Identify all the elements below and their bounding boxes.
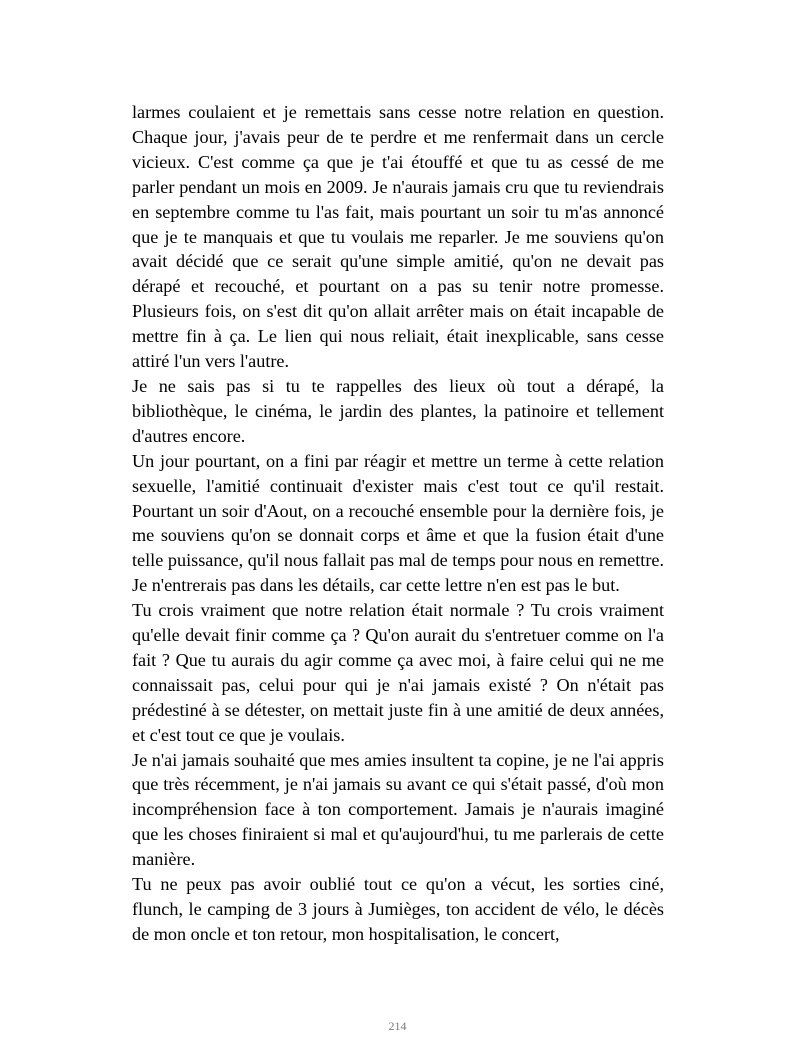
paragraph-4: Tu crois vraiment que notre relation était normale ? Tu crois vraiment qu'elle devait finir comme ça ? Qu'on aurait du s'entretuer comme on l'a fait ? Que tu aurais du agir comme ça avec moi, à faire celui qui ne me connaissait pas, celui pour qui je n'ai jamais existé ? On n'était pas prédestiné à se détester, on mettait juste fin à une amitié de deux années, et c'est tout ce que je voulais. bbox=[132, 600, 664, 745]
paragraph-3: Un jour pourtant, on a fini par réagir et mettre un terme à cette relation sexuelle, l'amitié continuait d'exister mais c'est tout ce qu'il restait. Pourtant un soir d'Aout, on a recouché ensemble pour la dernière fois, je me souviens qu'on se donnait corps et âme et que la fusion était d'une telle puissance, qu'il nous fallait pas mal de temps pour nous en remettre. Je n'entrerais pas dans les détails, car cette lettre n'en est pas le but. bbox=[132, 450, 664, 596]
page-number: 214 bbox=[388, 1019, 407, 1033]
paragraph-6: Tu ne peux pas avoir oublié tout ce qu'on a vécut, les sorties ciné, flunch, le camping de 3 jours à Jumièges, ton accident de vélo, le décès de mon oncle et ton retour, mon hospitalisation, le concert, bbox=[132, 874, 664, 944]
paragraph-2: Je ne sais pas si tu te rappelles des lieux où tout a dérapé, la bibliothèque, le cinéma, le jardin des plantes, la patinoire et tellement d'autres encore. bbox=[132, 375, 664, 446]
paragraph-1: larmes coulaient et je remettais sans cesse notre relation en question. Chaque jour, j'avais peur de te perdre et me renfermait dans un cercle vicieux. C'est comme ça que je t'ai étouffé et que tu as cessé de me parler pendant un mois en 2009. Je n'aurais jamais cru que tu reviendrais en septembre comme tu l'as fait, mais pourtant un soir tu m'as annoncé que je te manquais et que tu voulais me reparler. Je me souviens qu'on avait décidé que ce serait qu'une simple amitié, qu'on ne devait pas dérapé et recouché, et pourtant on a pas su tenir notre promesse. Plusieurs fois, on s'est dit qu'on allait arrêter mais on était incapable de mettre fin à ça. Le lien qui nous reliait, était inexplicable, sans cesse attiré l'un vers l'autre. bbox=[132, 102, 664, 372]
body-text bbox=[132, 100, 664, 947]
paragraph-5: Je n'ai jamais souhaité que mes amies insultent ta copine, je ne l'ai appris que très récemment, je n'ai jamais su avant ce qui s'était passé, d'où mon incompréhension face à ton comportement. Jamais je n'aurais imaginé que les choses finiraient si mal et qu'aujourd'hui, tu me parlerais de cette manière. bbox=[132, 749, 664, 870]
